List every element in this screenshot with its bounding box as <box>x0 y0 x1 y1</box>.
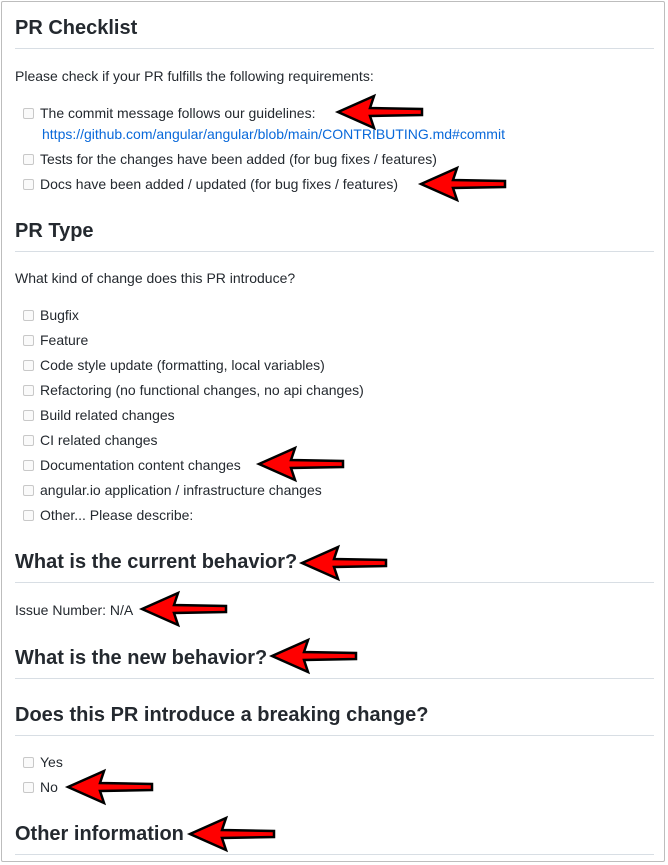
breaking-change-item-label: No <box>40 779 58 795</box>
pr-type-item-label: CI related changes <box>40 432 158 448</box>
current-behavior-heading: What is the current behavior? <box>15 550 654 583</box>
red-arrow-icon <box>68 771 152 803</box>
pr-type-item-label: Build related changes <box>40 407 175 423</box>
red-arrow-icon <box>338 96 422 128</box>
pr-type-item-label: Feature <box>40 332 89 348</box>
breaking-change-heading: Does this PR introduce a breaking change? <box>15 703 654 736</box>
pr-type-item-label: Documentation content changes <box>40 457 241 473</box>
issue-number-text: Issue Number: N/A <box>15 602 134 618</box>
contributing-guidelines-link[interactable]: https://github.com/angular/angular/blob/main/CONTRIBUTING.md#commit <box>42 126 505 142</box>
checklist-item-label: The commit message follows our guidelines: <box>40 105 316 121</box>
pr-type-intro: What kind of change does this PR introduce? <box>15 270 296 286</box>
pr-type-item-label: angular.io application / infrastructure changes <box>40 482 322 498</box>
checklist-item-label: Docs have been added / updated (for bug fixes / features) <box>40 176 399 192</box>
pr-checklist-heading: PR Checklist <box>15 16 654 49</box>
checklist-intro: Please check if your PR fulfills the following requirements: <box>15 68 374 84</box>
red-arrow-icon <box>272 640 356 672</box>
red-arrow-icon <box>302 547 386 579</box>
pr-type-item-label: Refactoring (no functional changes, no api changes) <box>40 382 364 398</box>
red-arrow-icon <box>259 448 343 480</box>
new-behavior-heading: What is the new behavior? <box>15 646 654 679</box>
pr-type-heading: PR Type <box>15 219 654 252</box>
checklist-item-label: Tests for the changes have been added (for bug fixes / features) <box>40 151 437 167</box>
red-arrow-icon <box>190 818 274 850</box>
breaking-change-item-label: Yes <box>40 754 63 770</box>
pr-type-item-label: Code style update (formatting, local variables) <box>40 357 325 373</box>
red-arrow-icon <box>421 168 505 200</box>
red-arrow-icon <box>142 593 226 625</box>
pr-type-item-label: Other... Please describe: <box>40 507 194 523</box>
pr-type-item-label: Bugfix <box>40 307 79 323</box>
other-information-heading: Other information <box>15 822 654 855</box>
